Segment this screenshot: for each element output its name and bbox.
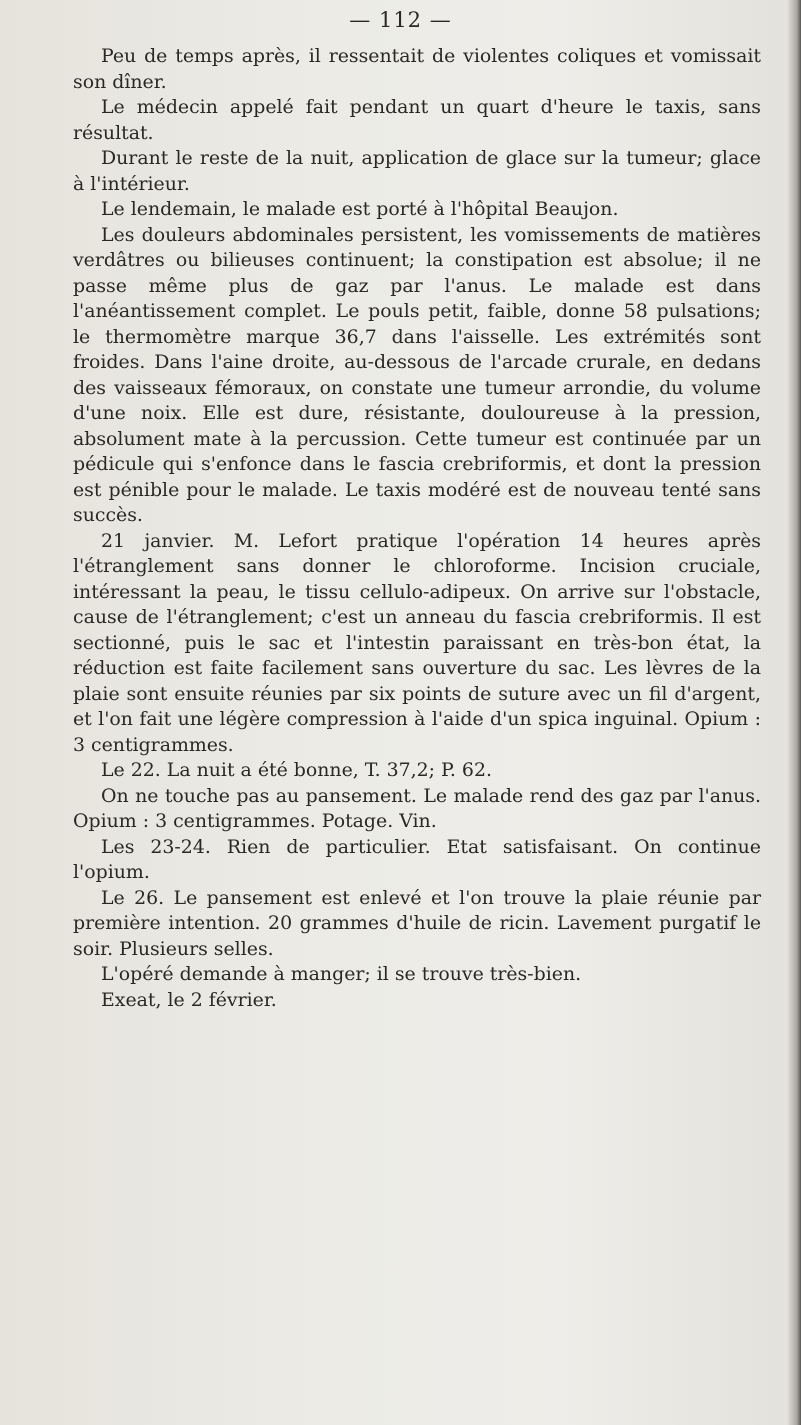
body-text — [73, 44, 761, 1013]
paragraph: Le 26. Le pansement est enlevé et l'on trouve la plaie réunie par première intention. 20 grammes d'huile de ricin. Lavement purgatif le soir. Plusieurs selles. — [73, 886, 761, 960]
page-edge-shadow — [787, 0, 801, 1425]
paragraph: 21 janvier. M. Lefort pratique l'opération 14 heures après l'étranglement sans donner le chloroforme. Incision cruciale, intéressant la peau, le tissu cellulo-adipeux. On arrive sur l'obstacle, cause de l'étranglement; c'est un anneau du fascia crebriformis. Il est sectionné, puis le sac et l'intestin paraissant en très-bon état, la réduction est faite facilement sans ouverture du sac. Les lèvres de la plaie sont ensuite réunies par six points de suture avec un fil d'argent, et l'on fait une légère compression à l'aide d'un spica inguinal. Opium : 3 centigrammes. — [73, 529, 761, 756]
paragraph: L'opéré demande à manger; il se trouve très-bien. — [101, 963, 582, 985]
paragraph: Peu de temps après, il ressentait de violentes coliques et vomissait son dîner. — [73, 45, 761, 93]
paragraph: Le 22. La nuit a été bonne, T. 37,2; P. 62. — [101, 759, 492, 781]
paragraph: Exeat, le 2 février. — [101, 988, 277, 1011]
paragraph: Durant le reste de la nuit, application de glace sur la tumeur; glace à l'intérieur. — [73, 147, 761, 195]
page-number: — 112 — — [349, 8, 452, 32]
paragraph: Le médecin appelé fait pendant un quart d'heure le taxis, sans résultat. — [73, 96, 761, 144]
paragraph: Les 23-24. Rien de particulier. Etat satisfaisant. On continue l'opium. — [73, 835, 761, 883]
paragraph: Les douleurs abdominales persistent, les vomissements de matières verdâtres ou bilieuses continuent; la constipation est absolue; il ne passe même plus de gaz par l'anus. Le malade est dans l'anéantissement complet. Le pouls petit, faible, donne 58 pulsations; le thermomètre marque 36,7 dans l'aisselle. Les extrémités sont froides. Dans l'aine droite, au-dessous de l'arcade crurale, en dedans des vaisseaux fémoraux, on constate une tumeur arrondie, du volume d'une noix. Elle est dure, résistante, douloureuse à la pression, absolument mate à la percussion. Cette tumeur est continuée par un pédicule qui s'enfonce dans le fascia crebriformis, et dont la pression est pénible pour le malade. Le taxis modéré est de nouveau tenté sans succès. — [73, 223, 761, 526]
paragraph: On ne touche pas au pansement. Le malade rend des gaz par l'anus. Opium : 3 centigrammes. Potage. Vin. — [73, 784, 761, 832]
paragraph: Le lendemain, le malade est porté à l'hôpital Beaujon. — [101, 198, 619, 220]
